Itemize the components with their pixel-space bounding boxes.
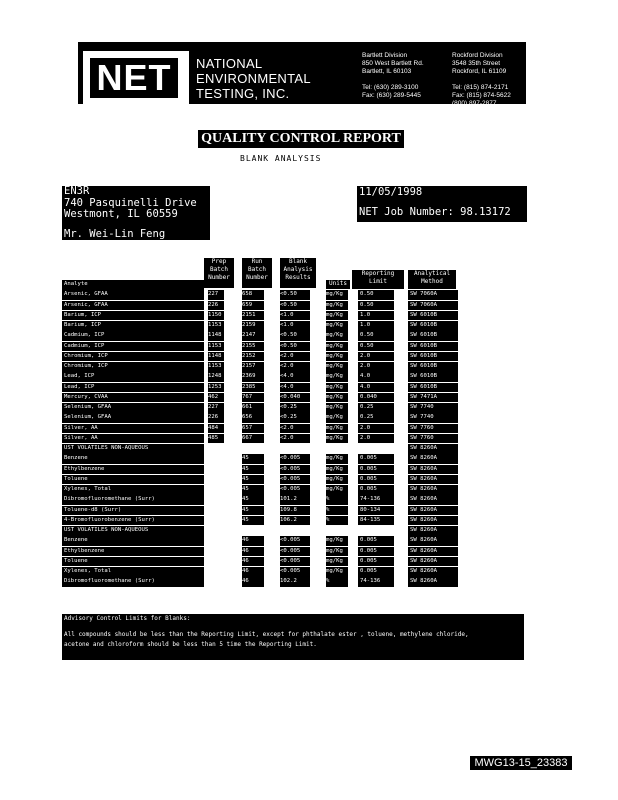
header-line: Results [285, 274, 311, 281]
method-cell: SW 8260A [408, 567, 458, 577]
method-cell: SW 8260A [408, 465, 458, 475]
bartlett-division-address [362, 52, 424, 100]
reporting-limit-cell: 1.0 [358, 311, 394, 321]
units-cell: mg/Kg [326, 413, 348, 423]
reporting-limit-cell: 0.005 [358, 454, 394, 464]
units-cell: mg/Kg [326, 547, 348, 557]
method-cell: SW 8260A [408, 526, 458, 536]
result-cell: <0.25 [280, 413, 310, 423]
table-row [62, 434, 458, 444]
method-cell: SW 6010B [408, 321, 458, 331]
run-batch-cell: 657 [242, 424, 264, 434]
reporting-limit-cell: 0.50 [358, 342, 394, 352]
method-cell: SW 8260A [408, 557, 458, 567]
run-batch-cell: 667 [242, 434, 264, 444]
table-row [62, 465, 458, 475]
result-cell: <0.25 [280, 403, 310, 413]
method-cell: SW 7471A [408, 393, 458, 403]
analyte-cell: Mercury, CVAA [62, 393, 204, 403]
units-cell: % [326, 577, 348, 587]
run-batch-cell: 45 [242, 495, 264, 505]
prep-batch-cell: 1248 [208, 372, 224, 382]
report-subtitle: BLANK ANALYSIS [240, 154, 322, 163]
method-cell: SW 8260A [408, 495, 458, 505]
run-batch-cell: 46 [242, 557, 264, 567]
table-row [62, 424, 458, 434]
column-header-analyte: Analyte [62, 280, 204, 290]
header-line: Analysis [283, 266, 313, 273]
prep-batch-cell [208, 475, 224, 485]
results-table [62, 280, 458, 588]
run-batch-cell: 2155 [242, 342, 264, 352]
address-spacer [362, 76, 424, 84]
table-row [62, 516, 458, 526]
run-batch-cell: 2385 [242, 383, 264, 393]
address-line: Rockford Division [452, 52, 503, 59]
result-cell: <2.0 [280, 434, 310, 444]
header-line: Prep [211, 258, 227, 265]
table-row [62, 567, 458, 577]
header-line: Limit [368, 278, 388, 285]
client-address-line: Westmont, IL 60559 [64, 208, 178, 220]
result-cell: <2.0 [280, 352, 310, 362]
report-title: QUALITY CONTROL REPORT [198, 130, 404, 148]
analyte-cell: Dibromofluoromethane (Surr) [62, 495, 204, 505]
table-row [62, 485, 458, 495]
table-row [62, 352, 458, 362]
method-cell: SW 6010B [408, 372, 458, 382]
table-row [62, 342, 458, 352]
method-cell: SW 7740 [408, 413, 458, 423]
run-batch-cell: 46 [242, 547, 264, 557]
result-cell: <0.005 [280, 454, 310, 464]
client-name: EN3R [64, 186, 90, 197]
units-cell: mg/Kg [326, 403, 348, 413]
table-row [62, 526, 458, 536]
table-row [62, 372, 458, 382]
header-line: Blank [288, 258, 308, 265]
reporting-limit-cell: 1.0 [358, 321, 394, 331]
analyte-cell: Silver, AA [62, 424, 204, 434]
reporting-limit-cell: 0.005 [358, 465, 394, 475]
method-cell: SW 8260A [408, 577, 458, 587]
analyte-cell: Selenium, GFAA [62, 413, 204, 423]
prep-batch-cell: 227 [208, 403, 224, 413]
address-line: Rockford, IL 61109 [452, 68, 507, 75]
analyte-cell: Selenium, GFAA [62, 403, 204, 413]
address-line: Bartlett Division [362, 52, 408, 59]
header-line: Batch [209, 266, 229, 273]
prep-batch-cell [208, 547, 224, 557]
prep-batch-cell: 1253 [208, 383, 224, 393]
prep-batch-cell: 1153 [208, 342, 224, 352]
method-cell: SW 7760 [408, 434, 458, 444]
prep-batch-cell [208, 526, 224, 536]
table-row [62, 403, 458, 413]
run-batch-cell: 46 [242, 577, 264, 587]
analyte-cell: UST VOLATILES NON-AQUEOUS [62, 444, 204, 454]
method-cell: SW 7060A [408, 290, 458, 300]
prep-batch-cell [208, 495, 224, 505]
analyte-cell: Chromium, ICP [62, 362, 204, 372]
run-batch-cell: 658 [242, 290, 264, 300]
table-row [62, 331, 458, 341]
units-cell: mg/Kg [326, 424, 348, 434]
analyte-cell: Xylenes, Total [62, 485, 204, 495]
header-line: Batch [247, 266, 267, 273]
analyte-cell: Lead, ICP [62, 372, 204, 382]
run-batch-cell [242, 526, 264, 536]
analyte-cell: Cadmium, ICP [62, 342, 204, 352]
run-batch-cell: 2159 [242, 321, 264, 331]
units-cell [326, 526, 348, 536]
prep-batch-cell [208, 577, 224, 587]
prep-batch-cell: 1153 [208, 362, 224, 372]
result-cell: <2.0 [280, 424, 310, 434]
prep-batch-cell: 1148 [208, 352, 224, 362]
reporting-limit-cell: 74-136 [358, 577, 394, 587]
prep-batch-cell: 227 [208, 290, 224, 300]
units-cell: mg/Kg [326, 321, 348, 331]
prep-batch-cell: 484 [208, 424, 224, 434]
run-batch-cell: 45 [242, 465, 264, 475]
result-cell: 106.2 [280, 516, 310, 526]
result-cell: <0.040 [280, 393, 310, 403]
reporting-limit-cell: 2.0 [358, 352, 394, 362]
run-batch-cell: 46 [242, 536, 264, 546]
analyte-cell: Toluene-d8 (Surr) [62, 506, 204, 516]
reporting-limit-cell: 84-135 [358, 516, 394, 526]
analyte-cell: Toluene [62, 475, 204, 485]
analyte-cell: Benzene [62, 454, 204, 464]
result-cell: 102.2 [280, 577, 310, 587]
units-cell: mg/Kg [326, 475, 348, 485]
method-cell: SW 8260A [408, 454, 458, 464]
result-cell: <0.005 [280, 567, 310, 577]
analyte-cell: Ethylbenzene [62, 547, 204, 557]
prep-batch-cell [208, 454, 224, 464]
run-batch-cell: 45 [242, 506, 264, 516]
units-cell: mg/Kg [326, 362, 348, 372]
table-row [62, 536, 458, 546]
prep-batch-cell: 462 [208, 393, 224, 403]
result-cell: <0.005 [280, 547, 310, 557]
units-cell: mg/Kg [326, 290, 348, 300]
table-row [62, 290, 458, 300]
reporting-limit-cell: 0.005 [358, 536, 394, 546]
result-cell: <0.005 [280, 475, 310, 485]
table-row [62, 454, 458, 464]
method-cell: SW 8260A [408, 547, 458, 557]
run-batch-cell: 46 [242, 567, 264, 577]
table-row [62, 475, 458, 485]
table-row [62, 362, 458, 372]
reporting-limit-cell: 0.005 [358, 547, 394, 557]
reporting-limit-cell: 4.0 [358, 372, 394, 382]
result-cell: <0.005 [280, 557, 310, 567]
run-batch-cell: 767 [242, 393, 264, 403]
rockford-division-address [452, 52, 511, 108]
units-cell: mg/Kg [326, 567, 348, 577]
prep-batch-cell [208, 516, 224, 526]
address-line: (800) 897-2877 [452, 100, 497, 107]
company-name [196, 56, 311, 101]
address-line: 850 West Bartlett Rd. [362, 60, 424, 67]
table-row [62, 495, 458, 505]
result-cell: <4.0 [280, 372, 310, 382]
run-batch-cell: 45 [242, 516, 264, 526]
analyte-cell: Arsenic, GFAA [62, 290, 204, 300]
registered-mark: ® [181, 92, 189, 103]
run-batch-cell: 2152 [242, 352, 264, 362]
prep-batch-cell: 1153 [208, 321, 224, 331]
job-number: NET Job Number: 98.13172 [359, 206, 511, 218]
method-cell: SW 8260A [408, 475, 458, 485]
prep-batch-cell [208, 506, 224, 516]
analyte-cell: UST VOLATILES NON-AQUEOUS [62, 526, 204, 536]
analyte-cell: Lead, ICP [62, 383, 204, 393]
result-cell: 101.2 [280, 495, 310, 505]
result-cell: <0.005 [280, 485, 310, 495]
company-line: ENVIRONMENTAL [196, 71, 311, 86]
units-cell: mg/Kg [326, 536, 348, 546]
reporting-limit-cell: 74-136 [358, 495, 394, 505]
analyte-cell: Barium, ICP [62, 321, 204, 331]
analyte-cell: Arsenic, GFAA [62, 301, 204, 311]
prep-batch-cell [208, 557, 224, 567]
analyte-cell: Xylenes, Total [62, 567, 204, 577]
method-cell: SW 6010B [408, 362, 458, 372]
run-batch-cell: 2157 [242, 362, 264, 372]
method-cell: SW 7060A [408, 301, 458, 311]
reporting-limit-cell: 0.005 [358, 567, 394, 577]
units-cell: mg/Kg [326, 352, 348, 362]
run-batch-cell: 656 [242, 413, 264, 423]
analyte-cell: Benzene [62, 536, 204, 546]
header-line: Run [251, 258, 263, 265]
advisory-heading: Advisory Control Limits for Blanks: [64, 615, 191, 622]
prep-batch-cell [208, 485, 224, 495]
analyte-cell: Barium, ICP [62, 311, 204, 321]
units-cell: mg/Kg [326, 311, 348, 321]
reporting-limit-cell: 2.0 [358, 434, 394, 444]
units-cell: mg/Kg [326, 372, 348, 382]
table-row [62, 321, 458, 331]
address-line: Fax: (815) 874-5622 [452, 92, 511, 99]
table-body [62, 290, 458, 587]
method-cell: SW 6010B [408, 383, 458, 393]
reporting-limit-cell: 0.50 [358, 331, 394, 341]
units-cell: % [326, 495, 348, 505]
company-line: NATIONAL [196, 56, 263, 71]
table-row [62, 577, 458, 587]
units-cell: mg/Kg [326, 393, 348, 403]
result-cell: <0.50 [280, 342, 310, 352]
reporting-limit-cell: 2.0 [358, 362, 394, 372]
units-cell: mg/Kg [326, 454, 348, 464]
result-cell: <1.0 [280, 311, 310, 321]
address-line: Tel: (630) 289-3100 [362, 84, 419, 91]
prep-batch-cell: 1148 [208, 331, 224, 341]
table-row [62, 557, 458, 567]
reporting-limit-cell: 2.0 [358, 424, 394, 434]
units-cell: mg/Kg [326, 485, 348, 495]
run-batch-cell: 45 [242, 454, 264, 464]
address-line: Tel: (815) 874-2171 [452, 84, 509, 91]
client-address-line: 740 Pasquinelli Drive [64, 196, 197, 209]
result-cell: 109.8 [280, 506, 310, 516]
units-cell: mg/Kg [326, 301, 348, 311]
table-header-row [62, 280, 458, 290]
reporting-limit-cell: 4.0 [358, 383, 394, 393]
advisory-line: acetone and chloroform should be less than 5 time the Reporting Limit. [64, 641, 317, 648]
method-cell: SW 8260A [408, 536, 458, 546]
run-batch-cell: 45 [242, 475, 264, 485]
header-line: Method [421, 278, 443, 285]
method-cell: SW 7760 [408, 424, 458, 434]
table-row [62, 383, 458, 393]
analyte-cell: Cadmium, ICP [62, 331, 204, 341]
run-batch-cell: 45 [242, 485, 264, 495]
prep-batch-cell: 226 [208, 413, 224, 423]
result-cell: <0.50 [280, 301, 310, 311]
net-logo-text: NET [90, 58, 178, 98]
document-id: MWG13-15_23383 [470, 756, 572, 770]
result-cell: <0.50 [280, 290, 310, 300]
run-batch-cell: 2147 [242, 331, 264, 341]
header-line: Number [208, 274, 230, 281]
reporting-limit-cell [358, 444, 394, 454]
reporting-limit-cell: 0.005 [358, 485, 394, 495]
address-line: Fax: (630) 289-5445 [362, 92, 421, 99]
prep-batch-cell [208, 444, 224, 454]
method-cell: SW 8260A [408, 516, 458, 526]
header-line: Analytical [413, 270, 451, 277]
advisory-line: All compounds should be less than the Reporting Limit, except for phthalate ester , toluene, methylene chloride, [64, 631, 469, 638]
table-row [62, 413, 458, 423]
result-cell: <1.0 [280, 321, 310, 331]
run-batch-cell [242, 444, 264, 454]
table-row [62, 444, 458, 454]
address-line: 3548 35th Street [452, 60, 501, 67]
run-batch-cell: 659 [242, 301, 264, 311]
analyte-cell: Dibromofluoromethane (Surr) [62, 577, 204, 587]
run-batch-cell: 661 [242, 403, 264, 413]
analyte-cell: 4-Bromofluorobenzene (Surr) [62, 516, 204, 526]
method-cell: SW 8260A [408, 485, 458, 495]
reporting-limit-cell: 0.25 [358, 403, 394, 413]
analyte-cell: Ethylbenzene [62, 465, 204, 475]
reporting-limit-cell [358, 526, 394, 536]
reporting-limit-cell: 0.25 [358, 413, 394, 423]
address-line: Bartlett, IL 60103 [362, 68, 412, 75]
analyte-cell: Chromium, ICP [62, 352, 204, 362]
reporting-limit-cell: 0.50 [358, 301, 394, 311]
result-cell: <2.0 [280, 362, 310, 372]
units-cell: mg/Kg [326, 342, 348, 352]
table-row [62, 506, 458, 516]
net-logo [83, 51, 189, 107]
company-line: TESTING, INC. [196, 86, 290, 101]
method-cell: SW 6010B [408, 352, 458, 362]
units-cell: mg/Kg [326, 434, 348, 444]
table-row [62, 301, 458, 311]
units-cell: mg/Kg [326, 557, 348, 567]
units-cell: mg/Kg [326, 465, 348, 475]
client-contact: Mr. Wei-Lin Feng [64, 227, 166, 240]
method-cell: SW 8260A [408, 506, 458, 516]
method-cell: SW 6010B [408, 311, 458, 321]
reporting-limit-cell: 0.040 [358, 393, 394, 403]
header-line: Reporting [361, 270, 395, 277]
job-info-block [357, 186, 527, 222]
method-cell: SW 8260A [408, 444, 458, 454]
advisory-notes [62, 614, 524, 660]
result-cell: <4.0 [280, 383, 310, 393]
header-line: Number [246, 274, 268, 281]
run-batch-cell: 2151 [242, 311, 264, 321]
units-cell: % [326, 516, 348, 526]
column-header-units: Units [326, 280, 350, 289]
reporting-limit-cell: 80-134 [358, 506, 394, 516]
prep-batch-cell [208, 465, 224, 475]
result-cell: <0.50 [280, 331, 310, 341]
client-address-block [62, 186, 210, 240]
report-date: 11/05/1998 [359, 186, 423, 198]
units-cell: mg/Kg [326, 331, 348, 341]
reporting-limit-cell: 0.50 [358, 290, 394, 300]
prep-batch-cell: 1150 [208, 311, 224, 321]
run-batch-cell: 2369 [242, 372, 264, 382]
units-cell: % [326, 506, 348, 516]
method-cell: SW 7740 [408, 403, 458, 413]
address-spacer [452, 76, 511, 84]
table-row [62, 393, 458, 403]
method-cell: SW 6010B [408, 331, 458, 341]
units-cell [326, 444, 348, 454]
result-cell [280, 526, 310, 536]
table-row [62, 547, 458, 557]
table-row [62, 311, 458, 321]
prep-batch-cell: 226 [208, 301, 224, 311]
units-cell: mg/Kg [326, 383, 348, 393]
prep-batch-cell [208, 536, 224, 546]
result-cell: <0.005 [280, 536, 310, 546]
result-cell: <0.005 [280, 465, 310, 475]
result-cell [280, 444, 310, 454]
analyte-cell: Toluene [62, 557, 204, 567]
method-cell: SW 6010B [408, 342, 458, 352]
reporting-limit-cell: 0.005 [358, 475, 394, 485]
reporting-limit-cell: 0.005 [358, 557, 394, 567]
analyte-cell: Silver, AA [62, 434, 204, 444]
prep-batch-cell [208, 567, 224, 577]
prep-batch-cell: 485 [208, 434, 224, 444]
